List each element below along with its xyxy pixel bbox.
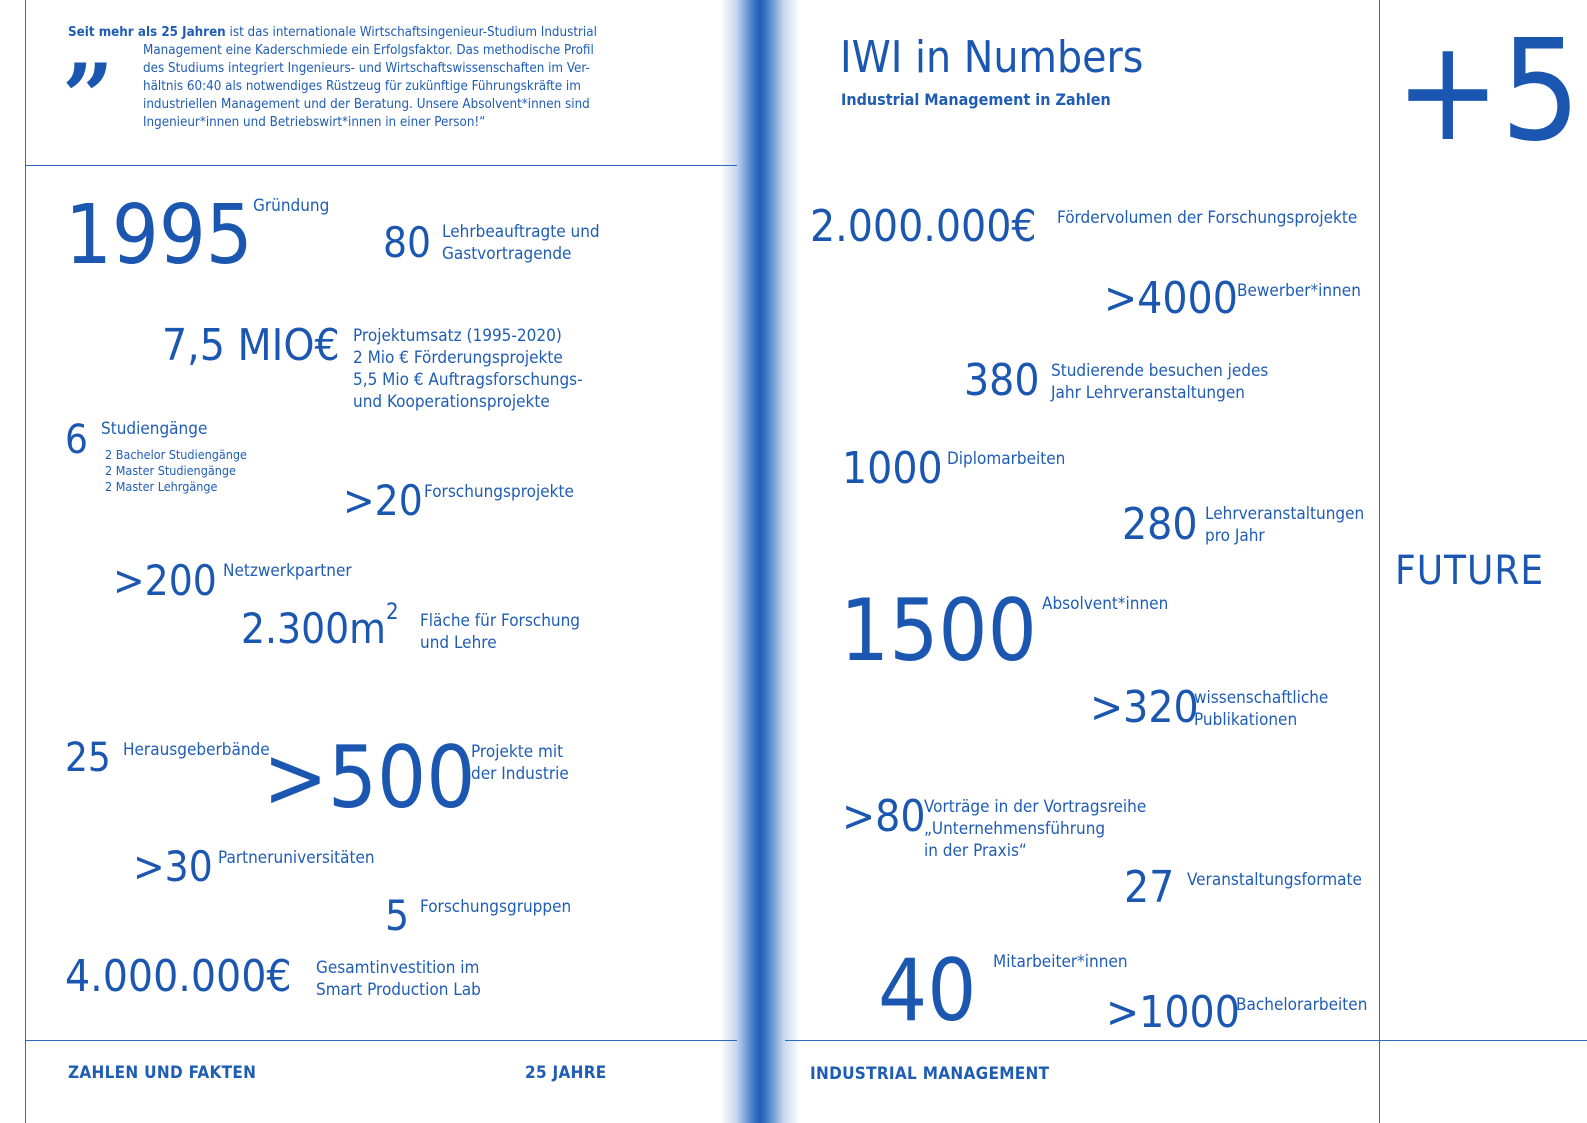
label-line: Lehrveranstaltungen (1205, 504, 1365, 524)
footer-program-name: INDUSTRIAL MANAGEMENT (810, 1064, 1050, 1084)
label-line: und Kooperationsprojekte (353, 392, 550, 412)
label-line: Lehrbeauftragte und (442, 222, 600, 242)
fact-label-applicants: Bewerber*innen (1237, 281, 1361, 301)
fact-label-area (420, 610, 580, 654)
label-line: Fläche für Forschung (420, 611, 581, 631)
label-line: und Lehre (420, 633, 497, 653)
fact-label-project-revenue (353, 325, 583, 413)
fact-value-network-partners: >200 (113, 556, 217, 605)
label-line: Gründung (253, 196, 330, 216)
fact-value-publications: >320 (1090, 682, 1199, 733)
fact-label-industry-projects (471, 741, 569, 785)
fact-label-founding (253, 195, 329, 217)
fact-label-talks (924, 796, 1146, 862)
page-title: IWI in Numbers (840, 32, 1144, 83)
fact-value-lecturers: 80 (383, 218, 432, 267)
fact-label-courses (1205, 503, 1364, 547)
fact-label-bachelor-theses: Bachelorarbeiten (1236, 995, 1368, 1015)
footer-section-title: ZAHLEN UND FAKTEN (68, 1063, 257, 1083)
fact-value-industry-projects: >500 (263, 728, 476, 828)
fact-label-research-projects: Forschungsprojekte (424, 482, 574, 502)
side-plus-five: +5 (1395, 10, 1581, 173)
fact-value-project-revenue: 7,5 MIO€ (162, 320, 340, 371)
fact-label-diploma-theses: Diplomarbeiten (947, 449, 1066, 469)
fact-value-staff: 40 (878, 941, 977, 1041)
fact-label-staff: Mitarbeiter*innen (993, 952, 1128, 972)
left-footer-divider (25, 1040, 737, 1041)
quote-line: hältnis 60:40 als notwendiges Rüstzeug für zukünftige Führungskräfte im (143, 79, 581, 94)
label-line: wissenschaftliche (1194, 688, 1329, 708)
quote-divider (25, 165, 737, 166)
program-detail: 2 Bachelor Studiengänge (105, 447, 247, 462)
label-line: Gastvortragende (442, 244, 572, 264)
left-margin-line (25, 0, 26, 1123)
fact-value-research-projects: >20 (343, 476, 423, 525)
page-spine-gradient (720, 0, 800, 1123)
quote-line: industriellen Management und der Beratung. Unsere Absolvent*innen sind (143, 97, 590, 112)
fact-label-event-formats: Veranstaltungsformate (1187, 870, 1362, 890)
side-future: FUTURE (1395, 548, 1545, 594)
fact-label-partner-universities: Partneruniversitäten (218, 848, 375, 868)
quote-line: des Studiums integriert Ingenieurs- und Wirtschaftswissenschaften im Ver- (143, 61, 590, 76)
fact-value-applicants: >4000 (1104, 273, 1238, 324)
fact-value-bachelor-theses: >1000 (1106, 987, 1240, 1038)
fact-label-graduates: Absolvent*innen (1042, 594, 1169, 614)
label-line: in der Praxis“ (924, 841, 1027, 861)
fact-label-students (1051, 360, 1268, 404)
fact-value-students: 380 (964, 355, 1040, 406)
page-subtitle: Industrial Management in Zahlen (841, 90, 1111, 109)
fact-value-partner-universities: >30 (133, 842, 213, 891)
label-line: Smart Production Lab (316, 980, 481, 1000)
fact-value-talks: >80 (842, 791, 926, 842)
label-line: Publikationen (1194, 710, 1298, 730)
quote-lead: Seit mehr als 25 Jahren (68, 25, 226, 40)
program-detail: 2 Master Studiengänge (105, 463, 236, 478)
label-line: Projektumsatz (1995-2020) (353, 326, 562, 346)
fact-value-area (241, 600, 399, 653)
fact-label-funding-volume: Fördervolumen der Forschungsprojekte (1057, 208, 1358, 228)
label-line: 2 Mio € Förderungsprojekte (353, 348, 563, 368)
fact-label-editions: Herausgeberbände (123, 740, 270, 760)
label-line: Vorträge in der Vortragsreihe (924, 797, 1147, 817)
fact-label-programs: Studiengänge (101, 419, 208, 439)
fact-value-funding-volume: 2.000.000€ (810, 201, 1037, 252)
fact-label-network-partners: Netzwerkpartner (223, 561, 352, 581)
quote-line: Management eine Kaderschmiede ein Erfolgsfaktor. Das methodische Profil (143, 43, 594, 58)
fact-label-publications (1194, 687, 1328, 731)
area-exponent: 2 (385, 600, 399, 625)
fact-value-programs: 6 (65, 417, 88, 463)
fact-value-research-groups: 5 (385, 891, 410, 940)
side-column-line (1379, 0, 1380, 1123)
label-line: 5,5 Mio € Auftragsforschungs- (353, 370, 583, 390)
program-detail: 2 Master Lehrgänge (105, 479, 218, 494)
area-number: 2.300m (241, 604, 386, 653)
label-line: pro Jahr (1205, 526, 1265, 546)
fact-label-investment (316, 957, 481, 1001)
fact-label-lecturers (442, 221, 600, 265)
intro-quote (68, 24, 608, 132)
label-line: der Industrie (471, 764, 569, 784)
label-line: Studierende besuchen jedes (1051, 361, 1269, 381)
fact-value-diploma-theses: 1000 (842, 443, 943, 494)
quote-line: Ingenieur*innen und Betriebswirt*innen in einer Person!“ (143, 115, 486, 130)
footer-anniversary: 25 JAHRE (525, 1063, 607, 1083)
label-line: Gesamtinvestition im (316, 958, 480, 978)
fact-label-research-groups: Forschungsgruppen (420, 897, 572, 917)
label-line: Jahr Lehrveranstaltungen (1051, 383, 1245, 403)
fact-value-courses: 280 (1122, 499, 1198, 550)
fact-value-event-formats: 27 (1124, 862, 1175, 913)
label-line: „Unternehmensführung (924, 819, 1106, 839)
quote-mark-icon: ” (62, 44, 114, 150)
fact-value-editions: 25 (65, 735, 111, 781)
label-line: Projekte mit (471, 742, 564, 762)
fact-value-graduates: 1500 (840, 581, 1037, 681)
quote-line: ist das internationale Wirtschaftsingenieur-Studium Industrial (225, 25, 597, 40)
fact-value-founding: 1995 (65, 188, 253, 283)
fact-value-investment: 4.000.000€ (65, 951, 292, 1002)
